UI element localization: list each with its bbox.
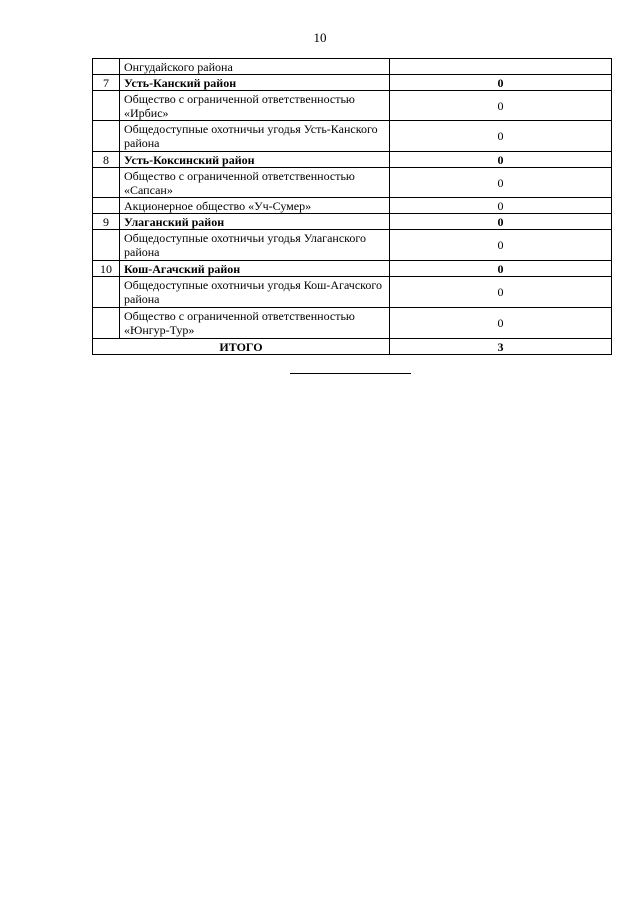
row-name: Усть-Коксинский район [120,152,390,168]
row-value: 0 [390,168,612,198]
row-number: 10 [93,261,120,277]
table-row [93,308,612,339]
row-number [93,168,120,198]
table-row [93,59,612,75]
row-name: Общество с ограниченной ответственностью «Юнгур-Тур» [120,308,390,339]
row-name: Кош-Агачский район [120,261,390,277]
table-row [93,198,612,214]
row-number [93,91,120,121]
row-number [93,277,120,308]
table-row [93,277,612,308]
row-value: 0 [390,75,612,91]
hunting-grounds-table [92,58,612,355]
row-name: Акционерное общество «Уч-Сумер» [120,198,390,214]
row-number: 8 [93,152,120,168]
table-row [93,91,612,121]
row-value: 0 [390,308,612,339]
row-value: 0 [390,214,612,230]
table-row [93,214,612,230]
table-row [93,230,612,261]
table-row [93,121,612,152]
row-number [93,198,120,214]
row-number: 9 [93,214,120,230]
end-divider [290,373,411,374]
table-row [93,152,612,168]
row-value [390,59,612,75]
row-value: 0 [390,121,612,152]
row-value: 0 [390,261,612,277]
table-body [93,59,612,355]
row-value: 0 [390,91,612,121]
row-value: 0 [390,230,612,261]
row-name: Общедоступные охотничьи угодья Кош-Агачского района [120,277,390,308]
row-number [93,121,120,152]
row-name: Общество с ограниченной ответственностью «Ирбис» [120,91,390,121]
total-label: ИТОГО [93,339,390,355]
row-name: Усть-Канский район [120,75,390,91]
page-number: 10 [313,30,327,45]
total-value: 3 [390,339,612,355]
row-name: Общество с ограниченной ответственностью «Сапсан» [120,168,390,198]
row-number [93,230,120,261]
total-row [93,339,612,355]
row-number [93,308,120,339]
row-number [93,59,120,75]
row-name: Общедоступные охотничьи угодья Усть-Канского района [120,121,390,152]
row-name: Онгудайского района [120,59,390,75]
row-value: 0 [390,198,612,214]
table-row [93,261,612,277]
row-name: Общедоступные охотничьи угодья Улаганского района [120,230,390,261]
row-value: 0 [390,277,612,308]
table-row [93,168,612,198]
table-row [93,75,612,91]
row-number: 7 [93,75,120,91]
row-name: Улаганский район [120,214,390,230]
row-value: 0 [390,152,612,168]
